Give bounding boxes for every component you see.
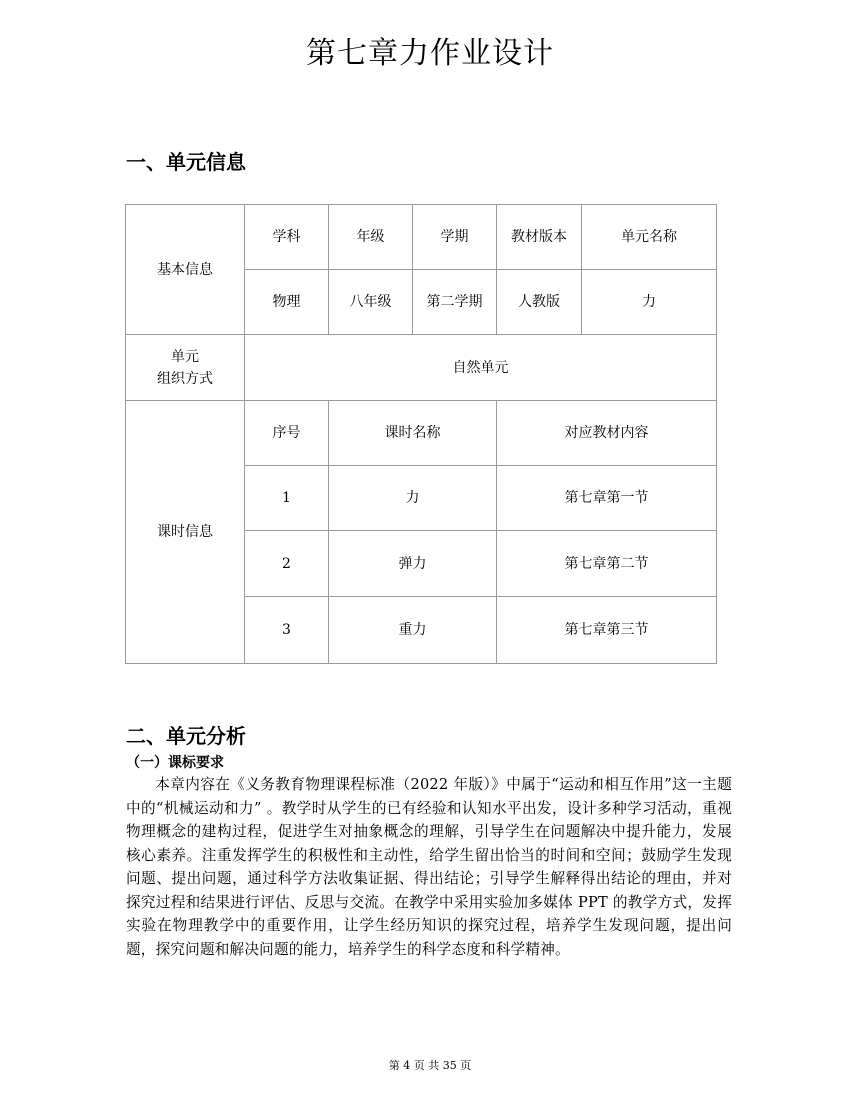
- lesson-name-cell: 力: [329, 466, 497, 531]
- lesson-info-label: 课时信息: [126, 401, 245, 664]
- lesson-content-cell: 第七章第三节: [497, 597, 717, 664]
- value-cell: 力: [582, 270, 717, 335]
- value-cell: 第二学期: [413, 270, 497, 335]
- lesson-header-cell: 课时名称: [329, 401, 497, 466]
- value-cell: 物理: [245, 270, 329, 335]
- lesson-no-cell: 2: [245, 531, 329, 597]
- table-row: [126, 205, 717, 270]
- lesson-content-cell: 第七章第二节: [497, 531, 717, 597]
- org-label-line2: 组织方式: [157, 370, 213, 387]
- header-cell: 学期: [413, 205, 497, 270]
- table-row: [126, 401, 717, 466]
- org-label-cell: [126, 335, 245, 401]
- section-heading-unit-analysis: 二、单元分析: [126, 724, 246, 748]
- org-label-line1: 单元: [171, 348, 199, 365]
- page-footer: 第 4 页 共 35 页: [388, 1059, 472, 1072]
- lesson-no-cell: 3: [245, 597, 329, 664]
- section-heading-unit-info: 一、单元信息: [126, 150, 246, 174]
- header-cell: 学科: [245, 205, 329, 270]
- curriculum-paragraph: 本章内容在《义务教育物理课程标准（2022 年版）》中属于“运动和相互作用”这一主题中的“机械运动和力” 。教学时从学生的已有经验和认知水平出发，设计多种学习活动，重视物理概念的建构过程，促进学生对抽象概念的理解，引导学生在问题解决中提升能力，发展核心素养。注重发挥学生的积极性和主动性，给学生留出恰当的时间和空间；鼓励学生发现问题、提出问题，通过科学方法收集证据、得出结论；引导学生解释得出结论的理由，并对探究过程和结果进行评估、反思与交流。在教学中采用实验加多媒体 PPT 的教学方式，发挥实验在物理教学中的重要作用，让学生经历知识的探究过程，培养学生发现问题，提出问题，探究问题和解决问题的能力，培养学生的科学态度和科学精神。: [126, 776, 732, 958]
- lesson-no-cell: 1: [245, 466, 329, 531]
- header-cell: 年级: [329, 205, 413, 270]
- lesson-name-cell: 重力: [329, 597, 497, 664]
- value-cell: 八年级: [329, 270, 413, 335]
- lesson-header-cell: 对应教材内容: [497, 401, 717, 466]
- org-value-cell: 自然单元: [245, 335, 717, 401]
- document-title: 第七章力作业设计: [306, 36, 554, 71]
- table-row: [126, 335, 717, 401]
- header-cell: 教材版本: [497, 205, 582, 270]
- value-cell: 人教版: [497, 270, 582, 335]
- subheading-curriculum-requirements: （一）课标要求: [126, 755, 224, 771]
- lesson-header-cell: 序号: [245, 401, 329, 466]
- unit-info-table: [125, 204, 717, 664]
- header-cell: 单元名称: [582, 205, 717, 270]
- basic-info-label: 基本信息: [126, 205, 245, 335]
- lesson-content-cell: 第七章第一节: [497, 466, 717, 531]
- lesson-name-cell: 弹力: [329, 531, 497, 597]
